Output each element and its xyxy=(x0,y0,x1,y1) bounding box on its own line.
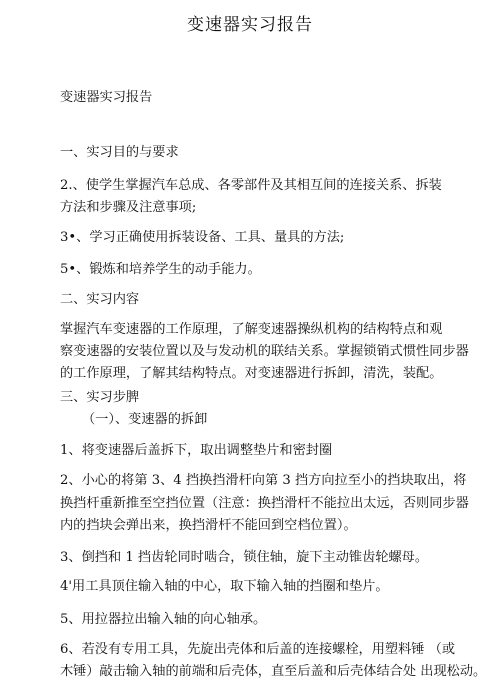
step-6-line-2: 木锤）敲击输入轴的前端和后壳体，直至后盖和后壳体结合处 出现松动。 xyxy=(60,664,487,679)
section-2-paragraph-line-1: 掌握汽车变速器的工作原理，了解变速器操纵机构的结构特点和观 xyxy=(60,322,443,337)
section-1-item-2-line-1: 2.、使学生掌握汽车总成、各零部件及其相互间的连接关系、拆装 xyxy=(60,178,442,193)
step-2-line-3: 内的挡块会弹出来，换挡滑杆不能回到空档位置）。 xyxy=(60,518,357,533)
section-1-item-2-line-2: 方法和步骤及注意事项; xyxy=(60,200,197,215)
step-4: 4'用工具顶住输入轴的中心，取下输入轴的挡圈和垫片。 xyxy=(60,579,389,594)
step-5: 5、用拉器拉出输入轴的向心轴承。 xyxy=(60,612,267,627)
section-2-paragraph-line-2: 察变速器的安装位置以及与发动机的联结关系。掌握锁销式惯性同步器 xyxy=(60,344,469,359)
step-6-line-1: 6、若没有专用工具，先旋出壳体和后盖的连接螺栓，用塑料锤 （或 xyxy=(60,642,456,657)
section-2-paragraph-line-3: 的工作原理，了解其结构特点。对变速器进行拆卸，清洗，装配。 xyxy=(60,366,443,381)
section-2-heading: 二、实习内容 xyxy=(60,292,140,307)
section-3-heading: 三、实习步脾 xyxy=(60,390,140,405)
step-2-line-1: 2、小心的将第 3、4 挡换挡滑杆向第 3 挡方向拉至小的挡块取出，将 xyxy=(60,473,467,488)
document-title: 变速器实习报告 xyxy=(187,15,313,35)
step-2-line-2: 换挡杆重新推至空挡位置（注意：换挡滑杆不能拉出太远，否则同步器 xyxy=(60,496,469,511)
section-1-item-5: 5•、锻炼和培养学生的动手能力。 xyxy=(60,262,261,277)
section-3-subheading-1: （一）、变速器的拆卸 xyxy=(82,412,208,427)
step-3: 3、倒挡和 1 挡齿轮同时啮合，锁住轴，旋下主动锥齿轮螺母。 xyxy=(60,550,429,565)
section-1-item-3: 3•、学习正确使用拆装设备、工具、量具的方法; xyxy=(60,230,345,245)
section-1-heading: 一、实习目的与要求 xyxy=(60,145,179,160)
step-1: 1、将变速器后盖拆下，取出调整垫片和密封圈 xyxy=(60,443,333,458)
document-subtitle: 变速器实习报告 xyxy=(60,90,153,105)
